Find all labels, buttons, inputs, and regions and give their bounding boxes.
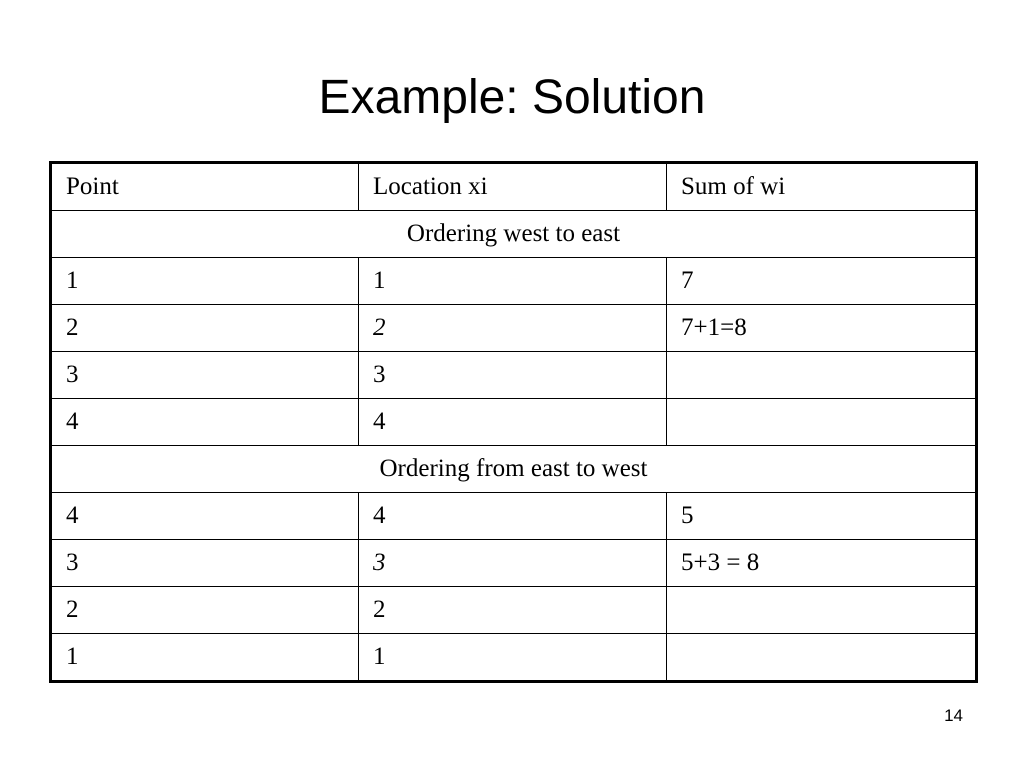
cell-location: 3 <box>359 352 667 399</box>
cell-point: 2 <box>51 305 359 352</box>
cell-sum <box>667 634 977 682</box>
table-row <box>51 540 977 587</box>
section-row-east-west <box>51 446 977 493</box>
cell-point: 2 <box>51 587 359 634</box>
table-row <box>51 258 977 305</box>
cell-location: 2 <box>359 305 667 352</box>
cell-point: 4 <box>51 399 359 446</box>
cell-sum: 5 <box>667 493 977 540</box>
header-point: Point <box>51 163 359 211</box>
section-row-west-east <box>51 211 977 258</box>
cell-location: 3 <box>359 540 667 587</box>
cell-point: 1 <box>51 634 359 682</box>
slide-title: Example: Solution <box>318 71 706 124</box>
section-label-west-east: Ordering west to east <box>51 211 977 258</box>
table-header-row <box>51 163 977 211</box>
cell-sum: 5+3 = 8 <box>667 540 977 587</box>
cell-point: 3 <box>51 540 359 587</box>
cell-location: 1 <box>359 258 667 305</box>
table-row <box>51 587 977 634</box>
cell-location: 1 <box>359 634 667 682</box>
header-sum: Sum of wi <box>667 163 977 211</box>
cell-location: 4 <box>359 493 667 540</box>
table-row <box>51 634 977 682</box>
table-row <box>51 493 977 540</box>
cell-point: 3 <box>51 352 359 399</box>
table-row <box>51 305 977 352</box>
cell-location: 2 <box>359 587 667 634</box>
cell-sum <box>667 352 977 399</box>
table-row <box>51 399 977 446</box>
cell-sum <box>667 399 977 446</box>
page-number: 14 <box>944 706 963 725</box>
cell-point: 1 <box>51 258 359 305</box>
cell-sum <box>667 587 977 634</box>
cell-point: 4 <box>51 493 359 540</box>
header-location: Location xi <box>359 163 667 211</box>
cell-location: 4 <box>359 399 667 446</box>
cell-sum: 7+1=8 <box>667 305 977 352</box>
section-label-east-west: Ordering from east to west <box>51 446 977 493</box>
table-row <box>51 352 977 399</box>
cell-sum: 7 <box>667 258 977 305</box>
solution-table <box>49 161 978 683</box>
